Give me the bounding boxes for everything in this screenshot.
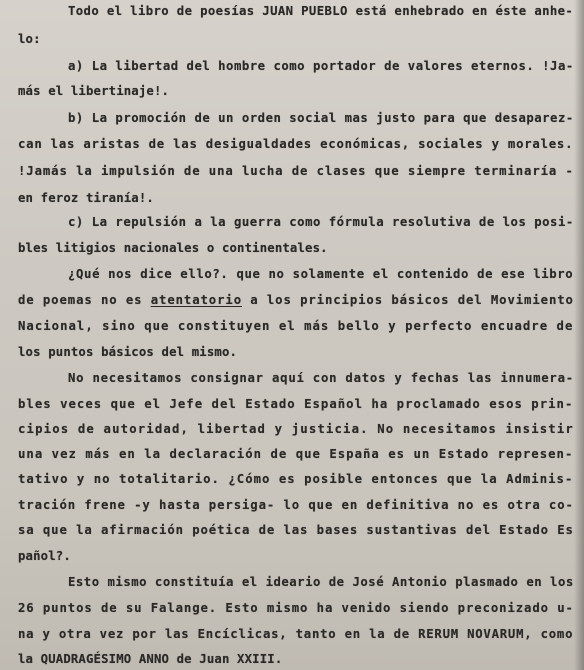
text-line: !Jamás la impulsión de una lucha de clases que siempre terminaría -: [18, 164, 574, 178]
page-edge-shadow: [574, 0, 584, 670]
text-line: la QUADRAGÉSIMO ANNO de Juan XXIII.: [18, 652, 283, 666]
text-line: b) La promoción de un orden social mas justo para que desaparez-: [68, 111, 574, 125]
text-line: Nacional, sino que constituyen el más bello y perfecto encuadre de: [18, 319, 574, 333]
text-line: 26 puntos de su Falange. Esto mismo ha venido siendo preconizado u-: [18, 601, 574, 615]
text-line: más el libertinaje!.: [18, 84, 170, 98]
text-line: lo:: [18, 32, 41, 46]
text-line: una vez más en la declaración de que España es un Estado represen-: [18, 447, 574, 461]
text-line: tativo y no totalitario. ¿Cómo es posible entonces que la Adminis-: [18, 472, 574, 486]
text-line: can las aristas de las desigualdades económicas, sociales y morales.: [18, 137, 574, 151]
text-line: de poemas no es atentatorio a los principios básicos del Movimiento: [18, 293, 574, 307]
text-line: c) La repulsión a la guerra como fórmula resolutiva de los posi-: [68, 215, 574, 229]
underlined-word: atentatorio: [150, 293, 242, 307]
text-line: en feroz tiranía!.: [18, 191, 154, 205]
text-line: sa que la afirmación poética de las bases sustantivas del Estado Es: [18, 523, 574, 537]
text-line: tración frene -y hasta persiga- lo que en definitiva no es otra co-: [18, 498, 574, 512]
text-line: cipios de autoridad, libertad y justicia. No necesitamos insistir: [18, 422, 574, 436]
text-line: Todo el libro de poesías JUAN PUEBLO está enhebrado en éste anhe-: [68, 4, 574, 18]
text-line: ¿Qué nos dice ello?. que no solamente el contenido de ese libro: [68, 267, 574, 281]
text-line: na y otra vez por las Encíclicas, tanto en la de RERUM NOVARUM, como: [18, 627, 574, 641]
text-line: pañol?.: [18, 549, 71, 563]
text-line: Esto mismo constituía el ideario de José Antonio plasmado en los: [68, 575, 574, 589]
text-line: los puntos básicos del mismo.: [18, 345, 238, 359]
text-line: bles litigios nacionales o continentales.: [18, 241, 328, 255]
text-line: bles veces que el Jefe del Estado Español ha proclamado esos prin-: [18, 397, 574, 411]
text-line: a) La libertad del hombre como portador de valores eternos. !Ja-: [68, 59, 574, 73]
text-line: No necesitamos consignar aquí con datos y fechas las innumera-: [68, 371, 574, 385]
